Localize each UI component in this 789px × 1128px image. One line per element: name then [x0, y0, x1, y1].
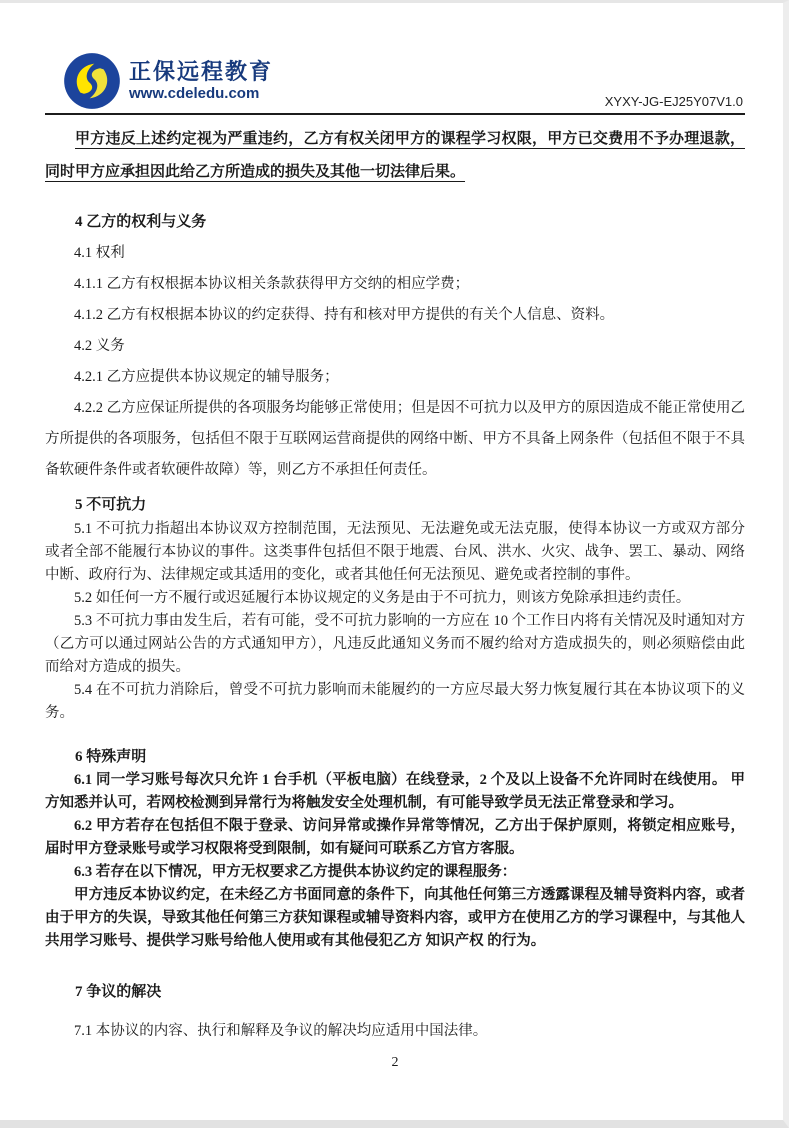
page-number: 2 [391, 1055, 399, 1070]
section-7-heading: 7 争议的解决 [75, 984, 162, 1000]
clause-4-1-2: 4.1.2 乙方有权根据本协议的约定获得、持有和核对甲方提供的有关个人信息、资料。 [74, 307, 615, 323]
clause-4-2-1: 4.2.1 乙方应提供本协议规定的辅导服务； [74, 369, 339, 385]
clause-6-3-detail: 甲方违反本协议约定，在未经乙方书面同意的条件下，向其他任何第三方透露课程及辅导资料内容，或者由于甲方的失误，导致其他任何第三方获知课程或辅导资料内容，或甲方在使用乙方的学习课程中，与其他人共用学习账号、提供学习账号给他人使用或有其他侵犯乙方 知识产权 的行为。 [45, 887, 745, 949]
brand-text [129, 59, 273, 103]
section-5-heading: 5 不可抗力 [75, 497, 147, 513]
section-6 [45, 745, 745, 953]
clause-5-3: 5.3 不可抗力事由发生后，若有可能，受不可抗力影响的一方应在 10 个工作日内将有关情况及时通知对方（乙方可以通过网站公告的方式通知甲方），凡违反此通知义务而不履约给对方造成损失的，则必须赔偿由此而给对方造成的损失。 [45, 613, 745, 675]
clause-4-1: 4.1 权利 [74, 245, 125, 261]
brand-url: www.cdeledu.com [129, 85, 260, 102]
section-5 [45, 492, 745, 725]
brand-name: 正保远程教育 [129, 59, 274, 84]
clause-5-2: 5.2 如任何一方不履行或迟延履行本协议规定的义务是由于不可抗力，则该方免除承担违约责任。 [74, 590, 691, 606]
intro-warning-clause: 甲方违反上述约定视为严重违约，乙方有权关闭甲方的课程学习权限，甲方已交费用不予办理退款，同时甲方应承担因此给乙方所造成的损失及其他一切法律后果。 [45, 131, 745, 180]
section-6-heading: 6 特殊声明 [75, 749, 147, 765]
document-code: XYXY-JG-EJ25Y07V1.0 [604, 94, 743, 109]
clause-6-3: 6.3 若存在以下情况，甲方无权要求乙方提供本协议约定的课程服务： [74, 864, 517, 880]
clause-7-1: 7.1 本协议的内容、执行和解释及争议的解决均应适用中国法律。 [74, 1023, 488, 1039]
clause-5-4: 5.4 在不可抗力消除后，曾受不可抗力影响而未能履约的一方应尽最大努力恢复履行其在本协议项下的义务。 [45, 682, 745, 721]
clause-4-2-2: 4.2.2 乙方应保证所提供的各项服务均能够正常使用；但是因不可抗力以及甲方的原因造成不能正常使用乙方所提供的各项服务，包括但不限于互联网运营商提供的网络中断、甲方不具备上网条件（包括但不限于不具备软硬件条件或者软硬件故障）等，则乙方不承担任何责任。 [45, 400, 745, 478]
swirl-globe-logo-icon [63, 52, 121, 110]
clause-4-1-1: 4.1.1 乙方有权根据本协议相关条款获得甲方交纳的相应学费； [74, 276, 470, 292]
section-4 [45, 207, 745, 486]
clause-4-2: 4.2 义务 [74, 338, 125, 354]
clause-6-1: 6.1 同一学习账号每次只允许 1 台手机（平板电脑）在线登录，2 个及以上设备不允许同时在线使用。 甲方知悉并认可，若网校检测到异常行为将触发安全处理机制，有可能导致学员无法正常登录和学习。 [45, 772, 745, 811]
clause-6-2: 6.2 甲方若存在包括但不限于登录、访问异常或操作异常等情况，乙方出于保护原则，将锁定相应账号，届时甲方登录账号或学习权限将受到限制，如有疑问可联系乙方官方客服。 [45, 818, 745, 857]
clause-5-1: 5.1 不可抗力指超出本协议双方控制范围，无法预见、无法避免或无法克服，使得本协议一方或双方部分或者全部不能履行本协议的事件。这类事件包括但不限于地震、台风、洪水、火灾、战争、罢工、暴动、网络中断、政府行为、法律规定或其适用的变化，或者其他任何无法预见、避免或者控制的事件。 [45, 521, 745, 583]
page-header [45, 52, 745, 115]
page-content [0, 3, 783, 1071]
section-7 [45, 977, 745, 1047]
brand-block [63, 52, 273, 110]
section-4-heading: 4 乙方的权利与义务 [75, 214, 207, 230]
